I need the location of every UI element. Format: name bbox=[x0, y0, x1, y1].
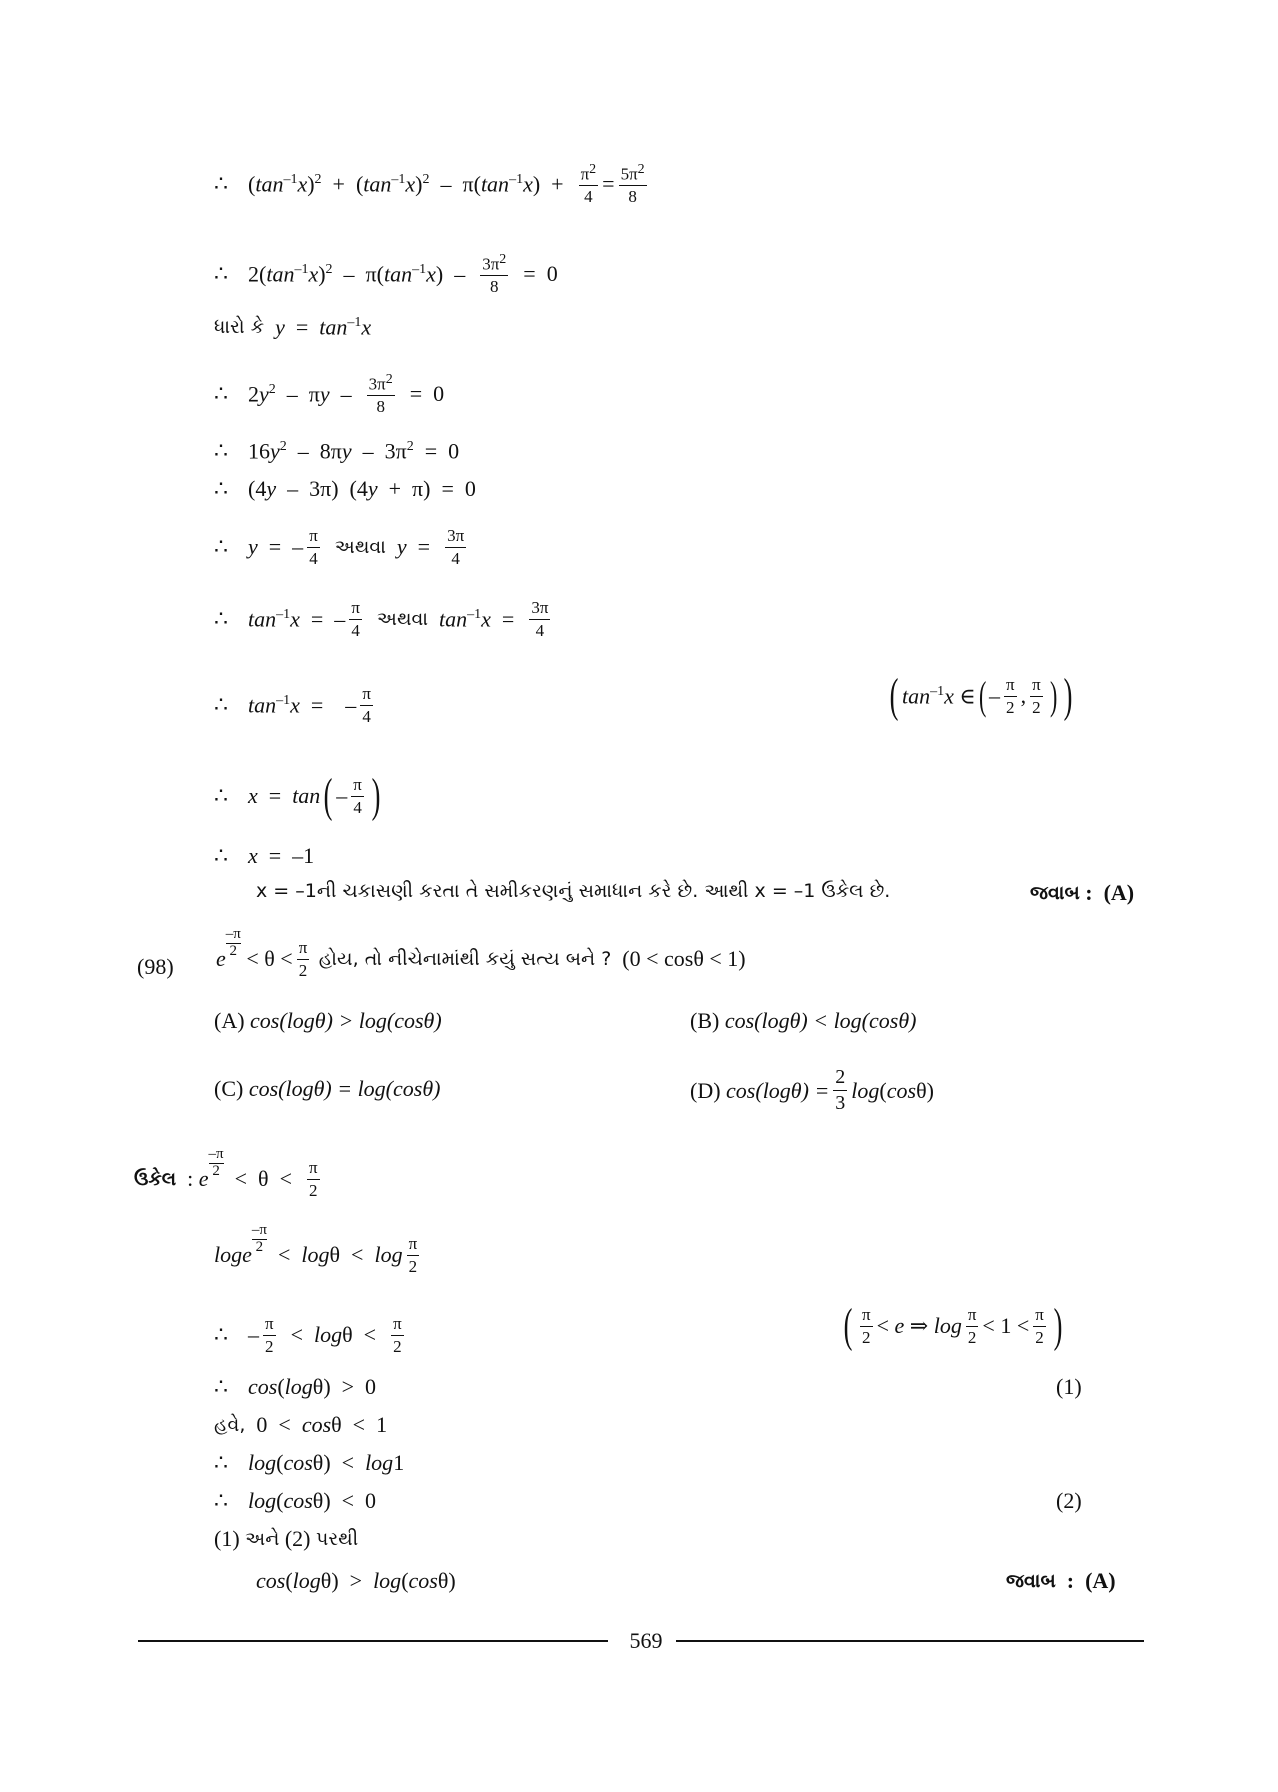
equation-line-9: ∴ $\tan^{-1}x$ = – $\frac{\pi}{4}$ bbox=[214, 684, 371, 726]
let-line: ધારો કે $y = \tan^{-1}x$ bbox=[214, 314, 372, 340]
question-text: હોય, તો નીચેનામાંથી કયું સત્ય બને ? bbox=[318, 947, 612, 970]
fraction: $\frac{3\pi}{4}$ bbox=[531, 598, 549, 640]
solution-line-1: ઉકેલ : e –π 2 < θ < $\frac{\pi}{2}$ bbox=[134, 1145, 318, 1200]
therefore-symbol: ∴ bbox=[214, 381, 228, 407]
verification-text: x = –1ની ચકાસણી કરતા તે સમીકરણનું સમાધાન કરે છે. આથી x = –1 ઉકેલ છે. bbox=[256, 880, 891, 902]
footer-rule-right bbox=[676, 1640, 1144, 1642]
fraction: $\frac{\pi}{4}$ bbox=[353, 774, 362, 817]
option-d: (D) cos(logθ) = $\frac{2}{3}$ log(cosθ) bbox=[690, 1066, 934, 1114]
answer-line-1: જવાબ : (A) bbox=[1030, 880, 1135, 905]
fraction: $\frac{\pi}{2}$ bbox=[408, 1234, 418, 1276]
fraction: $\frac{3\pi}{4}$ bbox=[447, 526, 465, 568]
page-number: 569 bbox=[629, 1628, 663, 1653]
fraction: $\frac{\pi}{2}$ bbox=[298, 938, 308, 980]
or-text: અથવા bbox=[376, 607, 429, 630]
therefore-symbol: ∴ bbox=[214, 534, 228, 560]
question-number: (98) bbox=[137, 954, 174, 979]
footer-rule-left bbox=[138, 1640, 608, 1642]
solution-line-6: ∴ log(cosθ) < log1 bbox=[214, 1450, 405, 1475]
range-note: ( $\tan^{-1}x$ ∈ ( – $\frac{\pi}{2}$ , $\frac{\pi}{2}$ ) ) bbox=[889, 669, 1073, 722]
and-text: અને bbox=[245, 1527, 280, 1550]
answer-label: જવાબ bbox=[1006, 1569, 1056, 1592]
from-text: પરથી bbox=[316, 1527, 359, 1550]
fraction: $\frac{\pi}{4}$ bbox=[362, 684, 371, 726]
solution-line-9: cos(logθ) > log(cosθ) bbox=[256, 1568, 456, 1593]
verification-line bbox=[256, 882, 890, 901]
option-c: (C) cos(logθ) = log(cosθ) bbox=[214, 1076, 441, 1101]
answer-value: (A) bbox=[1085, 1568, 1116, 1593]
fraction: $\frac{\pi}{2}$ bbox=[1006, 674, 1015, 717]
answer-line-2: જવાબ : (A) bbox=[1006, 1568, 1116, 1593]
equation-line-1: ∴ $(\tan^{-1}x)^2 + (\tan^{-1}x)^2 - \pi(\tan^{-1}x)$ + $\frac{\pi^2}{4}$ = $\frac{5\pi^2}{8}$ bbox=[214, 162, 645, 207]
question-condition: (0 < cosθ < 1) bbox=[622, 946, 746, 972]
therefore-symbol: ∴ bbox=[214, 171, 228, 197]
therefore-symbol: ∴ bbox=[214, 476, 228, 501]
fraction: $\frac{\pi}{2}$ bbox=[861, 1304, 871, 1347]
fraction: $\frac{2}{3}$ bbox=[835, 1066, 846, 1114]
or-text: અથવા bbox=[334, 535, 386, 558]
therefore-symbol: ∴ bbox=[214, 692, 228, 718]
therefore-symbol: ∴ bbox=[214, 1488, 228, 1513]
solution-line-4: ∴ cos(logθ) > 0 bbox=[214, 1374, 377, 1399]
answer-label: જવાબ bbox=[1030, 881, 1080, 904]
therefore-symbol: ∴ bbox=[214, 1374, 228, 1399]
solution-line-5: હવે, 0 < cosθ < 1 bbox=[214, 1412, 388, 1437]
solution-line-8: (1) અને (2) પરથી bbox=[214, 1526, 359, 1551]
fraction: $\frac{\pi}{2}$ bbox=[308, 1158, 318, 1200]
fraction: $\frac{3\pi^2}{8}$ bbox=[482, 252, 507, 297]
math-expression: $2(\tan^{-1}x)^2 - \pi(\tan^{-1}x)$ – bbox=[248, 261, 477, 287]
therefore-symbol: ∴ bbox=[214, 843, 228, 868]
let-that-text: ધારો કે bbox=[214, 315, 265, 338]
fraction: $\frac{\pi}{2}$ bbox=[1035, 1304, 1044, 1347]
therefore-symbol: ∴ bbox=[214, 783, 228, 808]
equation-line-6: ∴ (4y – 3π) (4y + π) = 0 bbox=[214, 476, 476, 501]
therefore-symbol: ∴ bbox=[214, 606, 228, 632]
equation-line-11: ∴ x = –1 bbox=[214, 843, 315, 868]
equation-line-2: ∴ $2(\tan^{-1}x)^2 - \pi(\tan^{-1}x)$ – $\frac{3\pi^2}{8}$ = 0 bbox=[214, 252, 558, 297]
now-text: હવે, bbox=[214, 1413, 246, 1436]
solution-line-3: ∴ – $\frac{\pi}{2}$ < logθ < $\frac{\pi}{2}$ bbox=[214, 1314, 402, 1356]
math-expression: $(\tan^{-1}x)^2 + (\tan^{-1}x)^2 - \pi(\tan^{-1}x)$ + bbox=[248, 171, 575, 197]
therefore-symbol: ∴ bbox=[214, 261, 228, 287]
equation-line-5: ∴ $16y^2 - 8\pi y - 3\pi^2 = 0$ bbox=[214, 438, 460, 464]
equation-line-7: ∴ y = – $\frac{\pi}{4}$ અથવા y = $\frac{3\pi}{4}$ bbox=[214, 526, 465, 568]
equation-line-4: ∴ $2y^2$ – πy – $\frac{3\pi^2}{8}$ = 0 bbox=[214, 372, 445, 417]
fraction: $\frac{\pi}{4}$ bbox=[351, 598, 360, 640]
option-b: (B) cos(logθ) < log(cosθ) bbox=[690, 1008, 917, 1033]
fraction: $\frac{\pi}{2}$ bbox=[967, 1304, 977, 1347]
bound-note: ( $\frac{\pi}{2}$ < e ⇒ log $\frac{\pi}{2}$ < 1 < $\frac{\pi}{2}$ ) bbox=[843, 1299, 1063, 1352]
therefore-symbol: ∴ bbox=[214, 438, 228, 464]
equation-line-10: ∴ x = tan ( – $\frac{\pi}{4}$ ) bbox=[214, 769, 381, 822]
fraction: $\frac{5\pi^2}{8}$ bbox=[620, 162, 645, 207]
solution-label: ઉકેલ bbox=[134, 1167, 177, 1190]
solution-line-2: loge –π 2 < logθ < log $\frac{\pi}{2}$ bbox=[214, 1221, 418, 1276]
fraction: $\frac{\pi^2}{4}$ bbox=[580, 162, 597, 207]
fraction: $\frac{3\pi^2}{8}$ bbox=[368, 372, 393, 417]
fraction: $\frac{\pi}{2}$ bbox=[1032, 674, 1041, 717]
therefore-symbol: ∴ bbox=[214, 1450, 228, 1475]
equation-line-8: ∴ $\tan^{-1}x$ = – $\frac{\pi}{4}$ અથવા $\tan^{-1}x$ = $\frac{3\pi}{4}$ bbox=[214, 598, 549, 640]
fraction: $\frac{\pi}{4}$ bbox=[309, 526, 318, 568]
answer-value: (A) bbox=[1103, 880, 1135, 905]
solution-line-7: ∴ log(cosθ) < 0 bbox=[214, 1488, 377, 1513]
option-a: (A) cos(logθ) > log(cosθ) bbox=[214, 1008, 442, 1033]
therefore-symbol: ∴ bbox=[214, 1322, 228, 1348]
fraction: $\frac{\pi}{2}$ bbox=[265, 1314, 274, 1356]
question-statement: e –π 2 < θ < $\frac{\pi}{2}$ હોય, તો નીચેનામાંથી કયું સત્ય બને ? (0 < cosθ < 1) bbox=[216, 925, 746, 980]
ref-1: (1) bbox=[1056, 1374, 1082, 1399]
ref-2: (2) bbox=[1056, 1488, 1082, 1513]
fraction: $\frac{\pi}{2}$ bbox=[393, 1314, 402, 1356]
